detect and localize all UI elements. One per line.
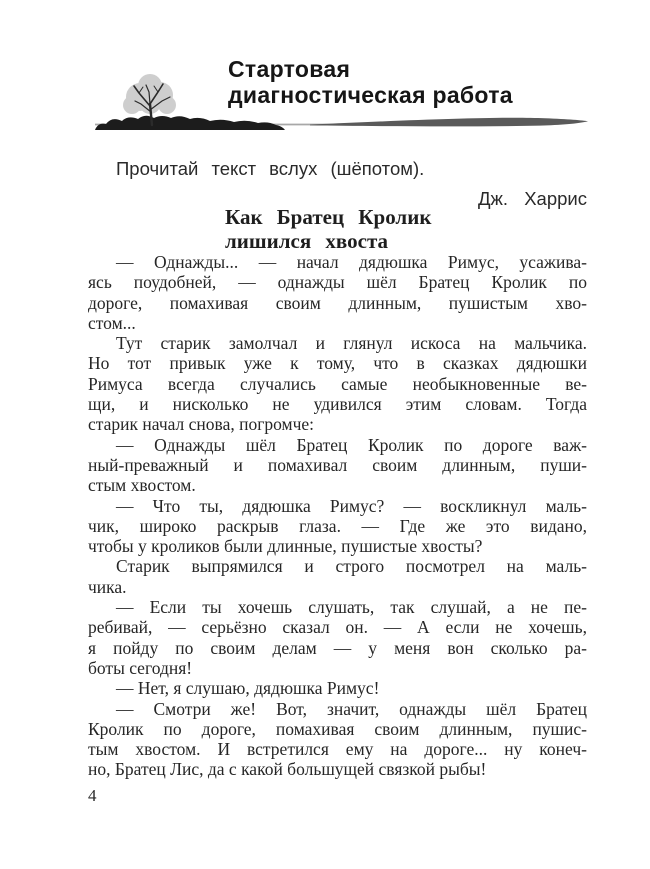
text-line: боты сегодня! bbox=[88, 657, 193, 678]
text-line: Кролик по дороге, помахивая своим длинным, пушис- bbox=[88, 718, 587, 739]
task-instruction: Прочитай текст вслух (шёпотом). bbox=[116, 158, 425, 179]
text-line: стом... bbox=[88, 312, 136, 333]
story-body bbox=[88, 252, 587, 780]
text-line: Римуса всегда случались самые необыкновенные ве- bbox=[88, 373, 587, 394]
text-line: — Однажды... — начал дядюшка Римус, усажива- bbox=[116, 252, 587, 272]
paragraph bbox=[88, 556, 587, 597]
text-line: старик начал снова, погромче: bbox=[88, 414, 315, 435]
paragraph bbox=[88, 333, 587, 434]
story-title bbox=[225, 206, 431, 253]
text-line: ный-преважный и помахивал своим длинным, пуши- bbox=[88, 454, 587, 475]
text-line: — Однажды шёл Братец Кролик по дороге важ- bbox=[116, 434, 587, 455]
text-line: тым хвостом. И встретился ему на дороге... ну конеч- bbox=[88, 739, 587, 760]
text-line: Тут старик замолчал и глянул искоса на мальчика. bbox=[116, 333, 587, 354]
text-line: Но тот привык уже к тому, что в сказках дядюшки bbox=[88, 353, 587, 374]
text-line: — Что ты, дядюшка Римус? — воскликнул маль- bbox=[116, 495, 587, 516]
paragraph bbox=[88, 252, 587, 333]
text-line: — Смотри же! Вот, значит, однажды шёл Братец bbox=[116, 698, 587, 719]
story-title-line1: Как Братец Кролик bbox=[225, 205, 432, 229]
text-line: ребивай, — серьёзно сказал он. — А если не хочешь, bbox=[88, 617, 587, 638]
text-line: щи, и нисколько не удивился этим словам. Тогда bbox=[88, 394, 587, 415]
text-line: ясь поудобней, — однажды шёл Братец Кролик по bbox=[88, 272, 587, 293]
text-line: чика. bbox=[88, 576, 127, 597]
section-heading-line2: диагностическая работа bbox=[228, 82, 513, 108]
text-line: Старик выпрямился и строго посмотрел на маль- bbox=[116, 556, 587, 577]
paragraph bbox=[88, 699, 587, 780]
text-line: — Нет, я слушаю, дядюшка Римус! bbox=[116, 678, 380, 699]
paragraph bbox=[88, 678, 587, 698]
section-heading-line1: Стартовая bbox=[228, 56, 351, 82]
author-name: Дж. Харрис bbox=[478, 188, 587, 209]
text-line: стым хвостом. bbox=[88, 475, 196, 496]
section-heading bbox=[228, 56, 513, 108]
text-line: чик, широко раскрыв глаза. — Где же это видано, bbox=[88, 515, 587, 536]
story-title-line2: лишился хвоста bbox=[225, 228, 389, 253]
text-line: — Если ты хочешь слушать, так слушай, а не пе- bbox=[116, 597, 587, 618]
page-number: 4 bbox=[88, 786, 97, 805]
bush-mound bbox=[95, 116, 285, 130]
hill-silhouette bbox=[310, 118, 588, 127]
paragraph bbox=[88, 496, 587, 557]
text-line: я пойду по своим делам — у меня вон сколько ра- bbox=[88, 637, 587, 658]
text-line: дороге, помахивая своим длинным, пушистым хво- bbox=[88, 292, 587, 313]
text-line: но, Братец Лис, да с какой большущей связкой рыбы! bbox=[88, 759, 487, 780]
paragraph bbox=[88, 597, 587, 678]
paragraph bbox=[88, 435, 587, 496]
text-line: чтобы у кроликов были длинные, пушистые хвосты? bbox=[88, 536, 483, 557]
